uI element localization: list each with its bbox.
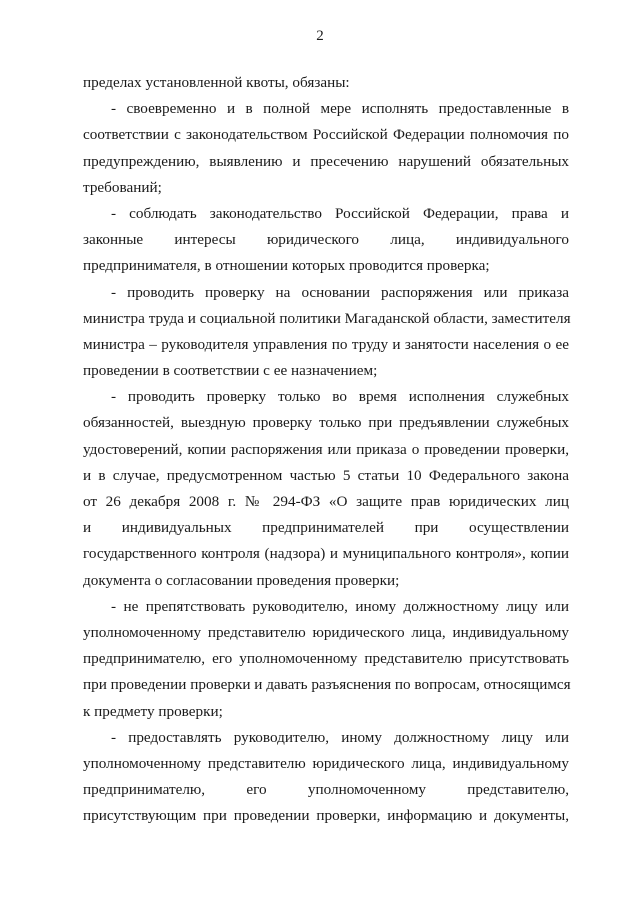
document-body — [83, 70, 569, 829]
text-line: документа о согласовании проведения проверки; — [83, 571, 400, 589]
text-line: - предоставлять руководителю, иному должностному лицу или — [111, 728, 569, 746]
text-line: при проведении проверки и давать разъяснения по вопросам, относящимся — [83, 676, 571, 694]
paragraph-duty-order — [83, 280, 569, 385]
text-line: уполномоченному представителю юридического лица, индивидуальному — [83, 623, 569, 641]
paragraph-intro — [83, 70, 569, 96]
text-line: и в случае, предусмотренном частью 5 статьи 10 Федерального закона — [83, 466, 569, 484]
text-line: уполномоченному представителю юридического лица, индивидуальному — [83, 754, 569, 772]
paragraph-duty-not-obstruct — [83, 594, 569, 725]
text-line: предпринимателя, в отношении которых проводится проверка; — [83, 257, 490, 275]
text-line: к предмету проверки; — [83, 702, 223, 720]
text-line: требований; — [83, 178, 162, 196]
text-line: удостоверений, копии распоряжения или приказа о проведении проверки, — [83, 440, 569, 458]
text-line: предупреждению, выявлению и пресечению нарушений обязательных — [83, 152, 569, 170]
text-line: - своевременно и в полной мере исполнять предоставленные в — [111, 100, 569, 118]
text-line: предпринимателю, его уполномоченному представителю присутствовать — [83, 650, 569, 668]
text-line: министра – руководителя управления по труду и занятости населения о ее — [83, 335, 569, 353]
text-line: предпринимателю, его уполномоченному представителю, — [83, 781, 569, 799]
text-line: пределах установленной квоты, обязаны: — [83, 74, 350, 91]
text-line: и индивидуальных предпринимателей при осуществлении — [83, 519, 569, 537]
text-line: проведении в соответствии с ее назначением; — [83, 362, 378, 380]
paragraph-duty-provide-info — [83, 725, 569, 830]
text-line: - проводить проверку только во время исполнения служебных — [111, 388, 569, 406]
paragraph-duty-working-hours — [83, 384, 569, 594]
paragraph-duty-powers — [83, 96, 569, 201]
page-number: 2 — [316, 28, 324, 44]
text-line: - проводить проверку на основании распоряжения или приказа — [111, 283, 569, 301]
text-line: государственного контроля (надзора) и муниципального контроля», копии — [83, 545, 569, 563]
text-line: присутствующим при проведении проверки, информацию и документы, — [83, 807, 569, 825]
text-line: - соблюдать законодательство Российской Федерации, права и — [111, 204, 569, 222]
text-line: от 26 декабря 2008 г. № 294-ФЗ «О защите прав юридических лиц — [83, 493, 569, 510]
text-line: - не препятствовать руководителю, иному должностному лицу или — [111, 597, 569, 615]
paragraph-duty-legislation — [83, 201, 569, 280]
text-line: обязанностей, выездную проверку только при предъявлении служебных — [83, 414, 569, 432]
text-line: соответствии с законодательством Российской Федерации полномочия по — [83, 126, 569, 144]
text-line: законные интересы юридического лица, индивидуального — [83, 231, 569, 249]
text-line: министра труда и социальной политики Магаданской области, заместителя — [83, 309, 571, 327]
